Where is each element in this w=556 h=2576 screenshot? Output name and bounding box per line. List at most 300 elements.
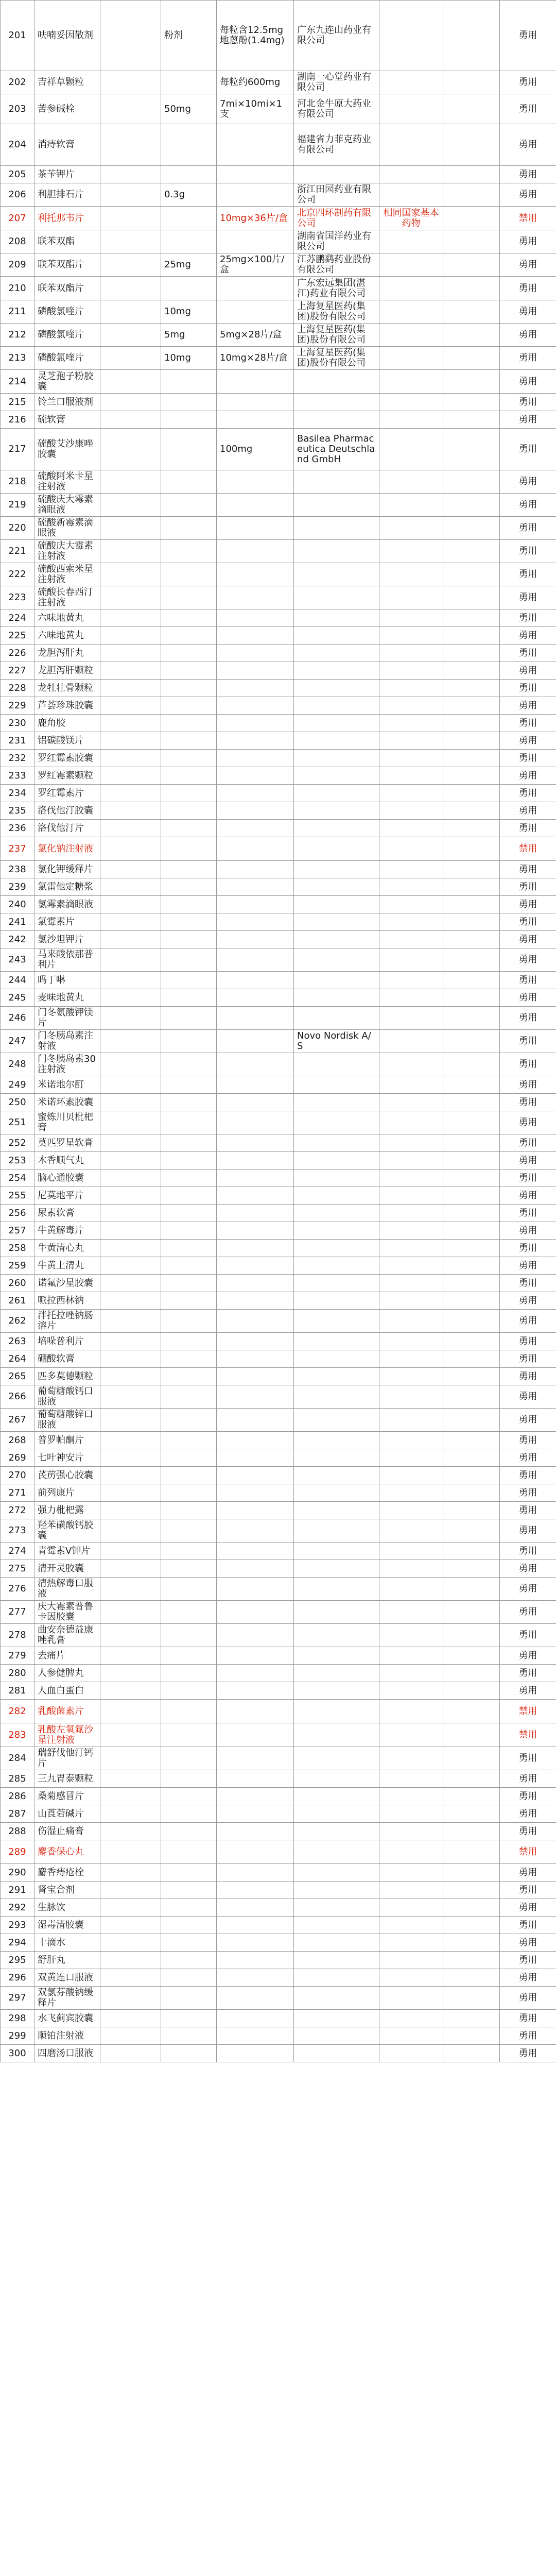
- cell-dispense: [443, 1917, 500, 1934]
- cell-spec: [100, 1969, 161, 1987]
- cell-form: [161, 1030, 217, 1053]
- cell-company: [294, 1682, 379, 1700]
- cell-company: 广东宏远集团(湛江)药业有限公司: [294, 277, 379, 300]
- cell-note: [379, 1747, 443, 1770]
- cell-dispense: [443, 931, 500, 948]
- cell-dispense: [443, 878, 500, 896]
- cell-company: [294, 586, 379, 609]
- cell-pack: 10mg×28片/盒: [217, 347, 294, 370]
- cell-no: 210: [1, 277, 34, 300]
- table-row: [1, 802, 556, 820]
- cell-status: 勇用: [500, 1578, 556, 1601]
- cell-spec: [100, 913, 161, 931]
- cell-form: [161, 1409, 217, 1432]
- cell-company: [294, 732, 379, 750]
- cell-form: [161, 1882, 217, 1899]
- cell-note: [379, 1788, 443, 1805]
- cell-name: 硫酸西索米星注射液: [34, 563, 100, 586]
- table-row: [1, 1840, 556, 1864]
- cell-form: [161, 540, 217, 563]
- cell-note: [379, 1240, 443, 1257]
- cell-dispense: [443, 972, 500, 989]
- cell-spec: [100, 94, 161, 124]
- cell-note: [379, 1770, 443, 1788]
- cell-name: 人参健脾丸: [34, 1665, 100, 1682]
- cell-note: [379, 680, 443, 697]
- cell-pack: [217, 1747, 294, 1770]
- table-row: [1, 1864, 556, 1882]
- cell-status: 勇用: [500, 1543, 556, 1560]
- cell-name: 磷酸氯喹片: [34, 347, 100, 370]
- cell-status: 勇用: [500, 277, 556, 300]
- cell-form: [161, 645, 217, 662]
- cell-dispense: [443, 1076, 500, 1094]
- cell-note: [379, 609, 443, 627]
- table-row: [1, 767, 556, 785]
- cell-no: 220: [1, 517, 34, 540]
- cell-no: 242: [1, 931, 34, 948]
- cell-note: [379, 1053, 443, 1076]
- cell-pack: [217, 820, 294, 837]
- cell-note: [379, 697, 443, 715]
- table-row: [1, 948, 556, 972]
- table-row: [1, 878, 556, 896]
- cell-form: 5mg: [161, 324, 217, 347]
- cell-note: [379, 1952, 443, 1969]
- cell-note: [379, 1222, 443, 1240]
- cell-spec: [100, 1934, 161, 1952]
- cell-no: 237: [1, 837, 34, 861]
- cell-name: 龙胆泻肝颗粒: [34, 662, 100, 680]
- table-row: [1, 1682, 556, 1700]
- cell-pack: [217, 1560, 294, 1578]
- cell-spec: [100, 1502, 161, 1519]
- cell-no: 224: [1, 609, 34, 627]
- table-row: [1, 1647, 556, 1665]
- table-row: [1, 429, 556, 470]
- table-row: [1, 913, 556, 931]
- cell-status: 勇用: [500, 878, 556, 896]
- cell-pack: [217, 913, 294, 931]
- cell-name: 灵芝孢子粉胶囊: [34, 370, 100, 394]
- cell-pack: [217, 2027, 294, 2045]
- table-row: [1, 277, 556, 300]
- cell-status: 勇用: [500, 609, 556, 627]
- cell-name: 瑞舒伐他汀钙片: [34, 1747, 100, 1770]
- cell-name: 苦参碱栓: [34, 94, 100, 124]
- cell-no: 300: [1, 2045, 34, 2062]
- cell-spec: [100, 1350, 161, 1368]
- cell-name: 葡萄糖酸钙口服液: [34, 1385, 100, 1409]
- cell-no: 264: [1, 1350, 34, 1368]
- cell-name: 青霉素V钾片: [34, 1543, 100, 1560]
- cell-status: 勇用: [500, 948, 556, 972]
- cell-name: 七叶神安片: [34, 1449, 100, 1467]
- cell-company: [294, 1094, 379, 1111]
- cell-note: [379, 861, 443, 878]
- cell-note: [379, 1624, 443, 1647]
- cell-no: 243: [1, 948, 34, 972]
- cell-form: [161, 1917, 217, 1934]
- cell-form: [161, 124, 217, 166]
- cell-pack: [217, 861, 294, 878]
- cell-name: 牛黄解毒片: [34, 1222, 100, 1240]
- cell-spec: [100, 1030, 161, 1053]
- cell-no: 272: [1, 1502, 34, 1519]
- cell-status: 勇用: [500, 563, 556, 586]
- cell-note: [379, 750, 443, 767]
- cell-spec: [100, 1952, 161, 1969]
- cell-name: 牛黄清心丸: [34, 1240, 100, 1257]
- cell-dispense: [443, 1111, 500, 1134]
- cell-spec: [100, 1805, 161, 1823]
- table-row: [1, 1502, 556, 1519]
- cell-company: [294, 1432, 379, 1449]
- cell-no: 258: [1, 1240, 34, 1257]
- cell-name: 三九胃泰颗粒: [34, 1770, 100, 1788]
- cell-status: 勇用: [500, 1094, 556, 1111]
- cell-company: [294, 878, 379, 896]
- cell-name: 罗红霉素颗粒: [34, 767, 100, 785]
- cell-company: [294, 1601, 379, 1624]
- cell-name: 龙胆泻肝丸: [34, 645, 100, 662]
- cell-name: 清开灵胶囊: [34, 1560, 100, 1578]
- cell-company: [294, 1578, 379, 1601]
- cell-company: [294, 1805, 379, 1823]
- cell-note: [379, 645, 443, 662]
- table-row: [1, 1484, 556, 1502]
- cell-dispense: [443, 948, 500, 972]
- cell-company: 浙江田园药业有限公司: [294, 183, 379, 207]
- cell-spec: [100, 1094, 161, 1111]
- cell-form: [161, 1770, 217, 1788]
- cell-form: [161, 972, 217, 989]
- cell-dispense: [443, 1840, 500, 1864]
- cell-spec: [100, 1240, 161, 1257]
- cell-form: [161, 1007, 217, 1030]
- cell-pack: [217, 1333, 294, 1350]
- cell-name: 曲安奈德益康唑乳膏: [34, 1624, 100, 1647]
- cell-form: [161, 732, 217, 750]
- cell-note: [379, 1601, 443, 1624]
- cell-name: 诺氟沙星胶囊: [34, 1275, 100, 1292]
- cell-company: [294, 1205, 379, 1222]
- cell-pack: [217, 1152, 294, 1170]
- cell-dispense: [443, 1275, 500, 1292]
- cell-spec: [100, 609, 161, 627]
- cell-company: [294, 767, 379, 785]
- cell-no: 268: [1, 1432, 34, 1449]
- cell-no: 219: [1, 494, 34, 517]
- cell-dispense: [443, 166, 500, 183]
- cell-company: 广东九连山药业有限公司: [294, 1, 379, 71]
- cell-company: [294, 1502, 379, 1519]
- cell-company: [294, 1647, 379, 1665]
- cell-status: 勇用: [500, 662, 556, 680]
- cell-no: 225: [1, 627, 34, 645]
- table-row: [1, 166, 556, 183]
- cell-pack: [217, 1134, 294, 1152]
- cell-no: 250: [1, 1094, 34, 1111]
- cell-company: [294, 1840, 379, 1864]
- cell-form: [161, 2045, 217, 2062]
- cell-no: 288: [1, 1823, 34, 1840]
- cell-note: [379, 324, 443, 347]
- cell-no: 280: [1, 1665, 34, 1682]
- cell-dispense: [443, 645, 500, 662]
- cell-company: [294, 470, 379, 494]
- cell-name: 米诺地尔酊: [34, 1076, 100, 1094]
- cell-status: 勇用: [500, 1788, 556, 1805]
- cell-name: 前列康片: [34, 1484, 100, 1502]
- cell-dispense: [443, 837, 500, 861]
- table-row: [1, 2010, 556, 2027]
- cell-note: [379, 1333, 443, 1350]
- cell-note: [379, 662, 443, 680]
- cell-dispense: [443, 861, 500, 878]
- cell-name: 芪苈强心胶囊: [34, 1467, 100, 1484]
- cell-spec: [100, 1899, 161, 1917]
- cell-dispense: [443, 1350, 500, 1368]
- table-row: [1, 300, 556, 324]
- cell-form: [161, 1333, 217, 1350]
- cell-status: 勇用: [500, 913, 556, 931]
- cell-no: 297: [1, 1987, 34, 2010]
- cell-spec: [100, 820, 161, 837]
- cell-no: 223: [1, 586, 34, 609]
- cell-company: [294, 837, 379, 861]
- cell-name: 牛黄上清丸: [34, 1257, 100, 1275]
- cell-spec: [100, 1747, 161, 1770]
- cell-pack: [217, 972, 294, 989]
- cell-no: 202: [1, 71, 34, 94]
- table-row: [1, 662, 556, 680]
- cell-spec: [100, 370, 161, 394]
- cell-no: 238: [1, 861, 34, 878]
- cell-company: [294, 1333, 379, 1350]
- table-row: [1, 972, 556, 989]
- cell-dispense: [443, 183, 500, 207]
- cell-spec: [100, 680, 161, 697]
- cell-pack: [217, 1007, 294, 1030]
- cell-spec: [100, 1205, 161, 1222]
- cell-note: [379, 517, 443, 540]
- cell-company: [294, 1823, 379, 1840]
- cell-no: 208: [1, 230, 34, 253]
- cell-dispense: [443, 1899, 500, 1917]
- cell-note: 相同国家基本药物: [379, 207, 443, 230]
- cell-dispense: [443, 1484, 500, 1502]
- cell-note: [379, 1502, 443, 1519]
- cell-note: [379, 230, 443, 253]
- table-row: [1, 1770, 556, 1788]
- cell-spec: [100, 627, 161, 645]
- cell-pack: [217, 586, 294, 609]
- cell-no: 299: [1, 2027, 34, 2045]
- cell-no: 217: [1, 429, 34, 470]
- cell-name: 硼酸软膏: [34, 1350, 100, 1368]
- cell-no: 209: [1, 253, 34, 277]
- cell-company: [294, 1560, 379, 1578]
- cell-company: [294, 1170, 379, 1187]
- cell-dispense: [443, 1007, 500, 1030]
- cell-status: 勇用: [500, 1934, 556, 1952]
- cell-status: 勇用: [500, 1917, 556, 1934]
- cell-spec: [100, 1152, 161, 1170]
- cell-no: 227: [1, 662, 34, 680]
- cell-note: [379, 1257, 443, 1275]
- cell-note: [379, 1205, 443, 1222]
- table-row: [1, 1449, 556, 1467]
- cell-note: [379, 1560, 443, 1578]
- cell-pack: [217, 837, 294, 861]
- cell-company: 上海复星医药(集团)股份有限公司: [294, 347, 379, 370]
- cell-note: [379, 1310, 443, 1333]
- table-row: [1, 253, 556, 277]
- cell-no: 251: [1, 1111, 34, 1134]
- cell-form: [161, 878, 217, 896]
- cell-form: [161, 1170, 217, 1187]
- cell-dispense: [443, 680, 500, 697]
- cell-note: [379, 277, 443, 300]
- table-row: [1, 697, 556, 715]
- cell-company: [294, 1240, 379, 1257]
- cell-form: [161, 563, 217, 586]
- cell-dispense: [443, 697, 500, 715]
- cell-dispense: [443, 540, 500, 563]
- table-row: [1, 2027, 556, 2045]
- cell-pack: [217, 1310, 294, 1333]
- cell-note: [379, 1030, 443, 1053]
- cell-status: 禁用: [500, 837, 556, 861]
- table-row: [1, 1952, 556, 1969]
- cell-pack: [217, 1882, 294, 1899]
- cell-no: 236: [1, 820, 34, 837]
- cell-note: [379, 1917, 443, 1934]
- cell-dispense: [443, 394, 500, 411]
- cell-form: [161, 71, 217, 94]
- cell-company: [294, 1350, 379, 1368]
- cell-note: [379, 253, 443, 277]
- cell-spec: [100, 1987, 161, 2010]
- cell-spec: [100, 277, 161, 300]
- table-row: [1, 517, 556, 540]
- table-row: [1, 94, 556, 124]
- cell-company: [294, 540, 379, 563]
- table-row: [1, 563, 556, 586]
- cell-spec: [100, 715, 161, 732]
- cell-pack: [217, 931, 294, 948]
- cell-dispense: [443, 1578, 500, 1601]
- cell-dispense: [443, 2010, 500, 2027]
- cell-name: 联苯双酯片: [34, 277, 100, 300]
- cell-note: [379, 1805, 443, 1823]
- cell-name: 门冬胰岛素30注射液: [34, 1053, 100, 1076]
- cell-dispense: [443, 715, 500, 732]
- cell-status: 勇用: [500, 324, 556, 347]
- cell-pack: [217, 563, 294, 586]
- cell-spec: [100, 1823, 161, 1840]
- table-row: [1, 1723, 556, 1747]
- cell-company: [294, 1665, 379, 1682]
- cell-spec: [100, 1333, 161, 1350]
- cell-note: [379, 1449, 443, 1467]
- cell-no: 267: [1, 1409, 34, 1432]
- table-row: [1, 207, 556, 230]
- cell-company: [294, 2045, 379, 2062]
- cell-status: 勇用: [500, 1805, 556, 1823]
- cell-note: [379, 1467, 443, 1484]
- cell-status: 勇用: [500, 71, 556, 94]
- cell-note: [379, 878, 443, 896]
- cell-spec: [100, 1770, 161, 1788]
- cell-no: 259: [1, 1257, 34, 1275]
- cell-name: 吗丁啉: [34, 972, 100, 989]
- cell-status: 勇用: [500, 394, 556, 411]
- cell-pack: [217, 1368, 294, 1385]
- cell-spec: [100, 1467, 161, 1484]
- cell-name: 磷酸氯喹片: [34, 300, 100, 324]
- cell-company: [294, 1917, 379, 1934]
- cell-no: 275: [1, 1560, 34, 1578]
- cell-status: 勇用: [500, 124, 556, 166]
- cell-dispense: [443, 1682, 500, 1700]
- cell-pack: [217, 1952, 294, 1969]
- cell-form: [161, 750, 217, 767]
- cell-status: 勇用: [500, 1053, 556, 1076]
- cell-pack: [217, 1578, 294, 1601]
- cell-pack: [217, 1805, 294, 1823]
- cell-company: [294, 931, 379, 948]
- cell-form: 25mg: [161, 253, 217, 277]
- cell-pack: [217, 750, 294, 767]
- cell-name: 湿毒清胶囊: [34, 1917, 100, 1934]
- cell-no: 283: [1, 1723, 34, 1747]
- cell-status: 勇用: [500, 1449, 556, 1467]
- cell-form: [161, 2027, 217, 2045]
- table-row: [1, 1350, 556, 1368]
- cell-spec: [100, 124, 161, 166]
- cell-name: 肾宝合剂: [34, 1882, 100, 1899]
- cell-pack: [217, 1723, 294, 1747]
- cell-no: 293: [1, 1917, 34, 1934]
- cell-company: [294, 861, 379, 878]
- cell-spec: [100, 1560, 161, 1578]
- cell-dispense: [443, 347, 500, 370]
- cell-dispense: [443, 785, 500, 802]
- cell-dispense: [443, 277, 500, 300]
- cell-dispense: [443, 1624, 500, 1647]
- cell-dispense: [443, 1467, 500, 1484]
- table-row: [1, 1917, 556, 1934]
- cell-spec: [100, 517, 161, 540]
- cell-no: 261: [1, 1292, 34, 1310]
- table-row: [1, 1624, 556, 1647]
- cell-status: 勇用: [500, 1257, 556, 1275]
- cell-spec: [100, 429, 161, 470]
- cell-status: 勇用: [500, 494, 556, 517]
- cell-name: 氯化钾缓释片: [34, 861, 100, 878]
- cell-note: [379, 1409, 443, 1432]
- cell-company: [294, 697, 379, 715]
- cell-name: 哌拉西林钠: [34, 1292, 100, 1310]
- cell-note: [379, 1094, 443, 1111]
- table-row: [1, 820, 556, 837]
- table-row: [1, 183, 556, 207]
- cell-form: [161, 207, 217, 230]
- cell-company: [294, 517, 379, 540]
- table-row: [1, 1432, 556, 1449]
